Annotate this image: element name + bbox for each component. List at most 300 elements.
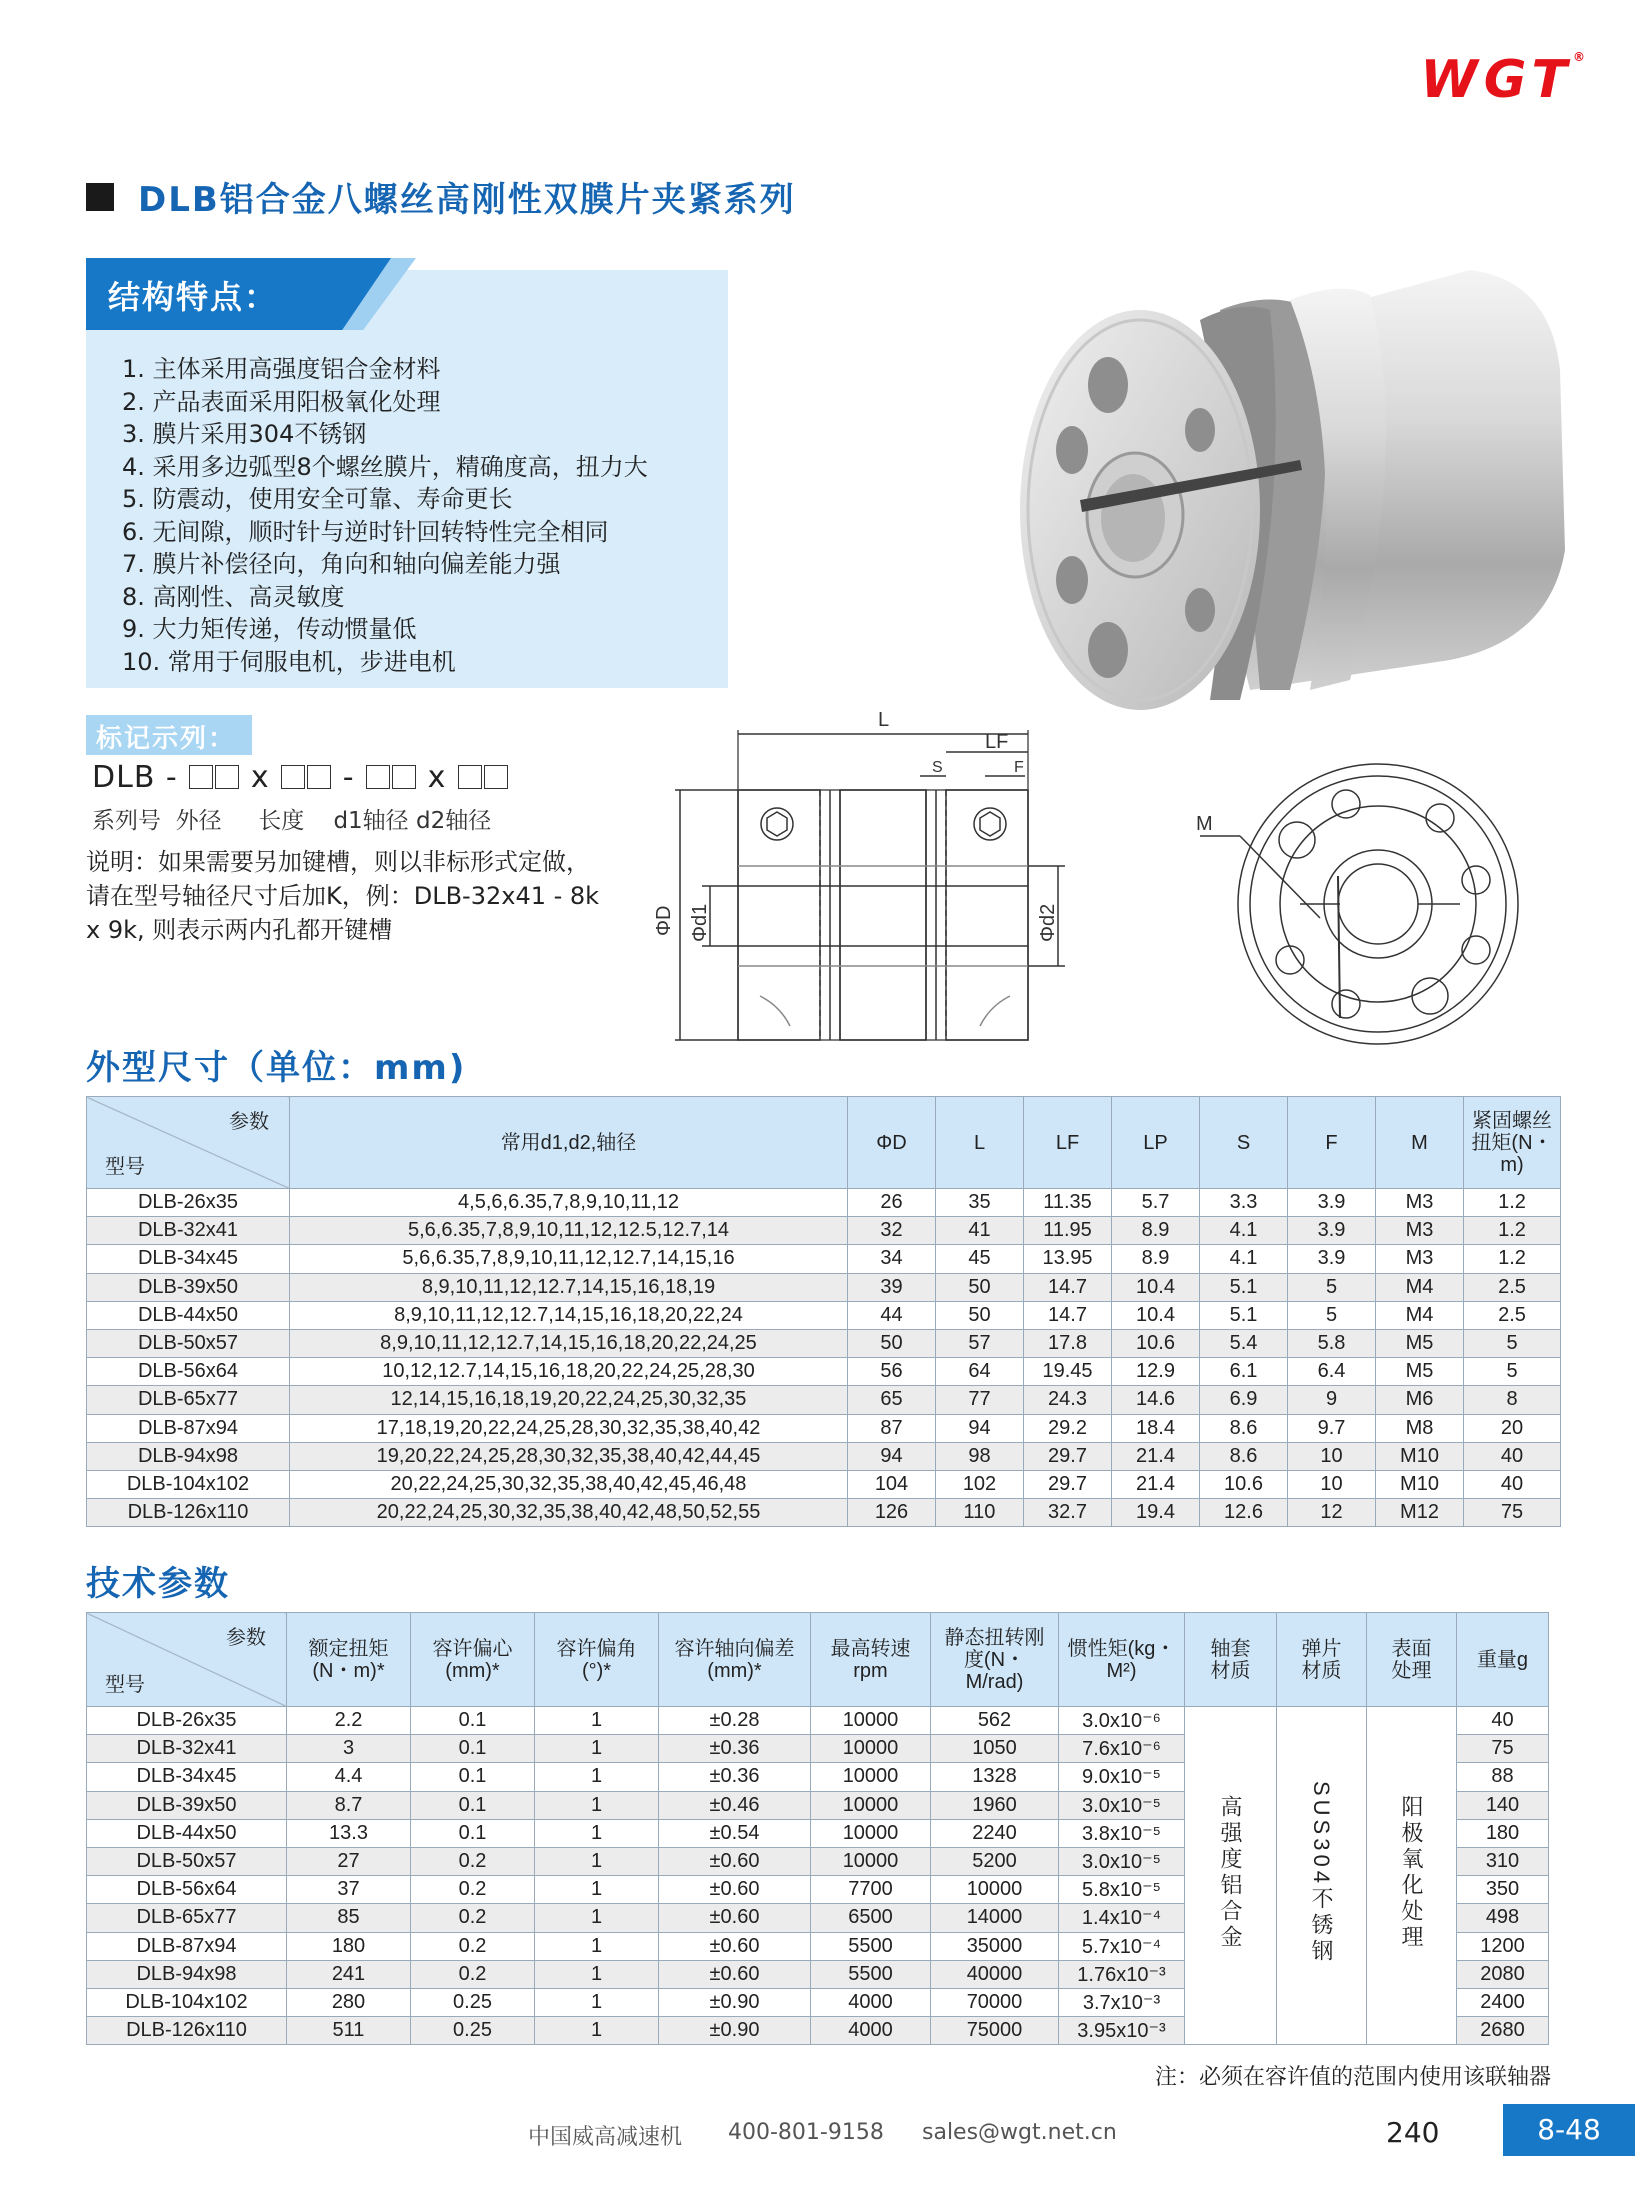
- dim-corner-top: 参数: [229, 1111, 269, 1133]
- tech-cell: 0.1: [411, 1791, 535, 1819]
- dim-cell: 5: [1288, 1273, 1376, 1301]
- dim-cell: 87: [848, 1414, 936, 1442]
- brand-name: WGT: [1420, 50, 1573, 110]
- coupling-product-image: [990, 250, 1590, 710]
- tech-cell: ±0.36: [659, 1763, 811, 1791]
- dim-cell: 32.7: [1024, 1499, 1112, 1527]
- marking-prefix: DLB -: [92, 760, 178, 795]
- tech-cell: ±0.60: [659, 1904, 811, 1932]
- dim-header: LP: [1112, 1097, 1200, 1189]
- model-cell: DLB-126x110: [87, 1499, 290, 1527]
- weight-cell: 498: [1457, 1904, 1549, 1932]
- dim-cell: 65: [848, 1386, 936, 1414]
- marking-x: x: [427, 760, 447, 795]
- model-cell: DLB-50x57: [87, 1847, 287, 1875]
- dimension-drawing: [640, 706, 1580, 1056]
- dim-cell: 8,9,10,11,12,12.7,14,15,16,18,20,22,24,25: [290, 1329, 848, 1357]
- tech-cell: 1: [535, 1932, 659, 1960]
- model-cell: DLB-26x35: [87, 1707, 287, 1735]
- marking-part-d2: d2轴径: [415, 808, 492, 834]
- dim-cell: 10,12,12.7,14,15,16,18,20,22,24,25,28,30: [290, 1358, 848, 1386]
- marking-code: [92, 760, 509, 795]
- model-cell: DLB-56x64: [87, 1876, 287, 1904]
- weight-cell: 350: [1457, 1876, 1549, 1904]
- dim-L-label: L: [878, 709, 890, 731]
- tech-header: 容许偏角(°)*: [535, 1613, 659, 1707]
- dim-cell: 110: [936, 1499, 1024, 1527]
- tech-cell: 10000: [811, 1763, 931, 1791]
- dim-cell: 19.45: [1024, 1358, 1112, 1386]
- sleeve-material-cell-text: 高强度铝合金: [1218, 1794, 1243, 1951]
- marking-part-diameter: 外径: [175, 808, 222, 834]
- feature-item: 1. 主体采用高强度铝合金材料: [122, 355, 441, 383]
- dim-cell: 5.1: [1200, 1273, 1288, 1301]
- tech-cell: 85: [287, 1904, 411, 1932]
- dim-cell: 5.4: [1200, 1329, 1288, 1357]
- tech-cell: 0.25: [411, 1988, 535, 2016]
- weight-cell: 2680: [1457, 2017, 1549, 2045]
- dim-cell: 19,20,22,24,25,28,30,32,35,38,40,42,44,45: [290, 1442, 848, 1470]
- dim-cell: M8: [1376, 1414, 1464, 1442]
- dim-cell: 104: [848, 1470, 936, 1498]
- dim-cell: 8.9: [1112, 1217, 1200, 1245]
- tech-cell: 1: [535, 2017, 659, 2045]
- dim-cell: 5,6,6.35,7,8,9,10,11,12,12.5,12.7,14: [290, 1217, 848, 1245]
- tech-cell: 0.25: [411, 2017, 535, 2045]
- tech-cell: ±0.36: [659, 1735, 811, 1763]
- feature-item: 8. 高刚性、高灵敏度: [122, 582, 345, 611]
- tech-table: [86, 1612, 1549, 2045]
- title-square-icon: [86, 183, 114, 211]
- footer-phone: 400-801-9158: [728, 2120, 884, 2145]
- dim-cell: 17.8: [1024, 1329, 1112, 1357]
- dim-cell: 6.4: [1288, 1358, 1376, 1386]
- dim-cell: 17,18,19,20,22,24,25,28,30,32,35,38,40,42: [290, 1414, 848, 1442]
- weight-cell: 1200: [1457, 1932, 1549, 1960]
- dim-cell: 10: [1288, 1470, 1376, 1498]
- tech-header: 弹片材质: [1277, 1613, 1367, 1707]
- tech-cell: 1: [535, 1735, 659, 1763]
- dim-corner-header: [87, 1097, 290, 1189]
- dim-cell: 10.4: [1112, 1301, 1200, 1329]
- dim-cell: 3.9: [1288, 1245, 1376, 1273]
- model-cell: DLB-104x102: [87, 1988, 287, 2016]
- model-cell: DLB-65x77: [87, 1386, 290, 1414]
- tech-cell: 7.6x10⁻⁶: [1059, 1735, 1185, 1763]
- section-number: 8-48: [1503, 2104, 1635, 2156]
- dim-header: M: [1376, 1097, 1464, 1189]
- dim-cell: 1.2: [1464, 1217, 1561, 1245]
- tech-cell: 1: [535, 1707, 659, 1735]
- tech-cell: 5.7x10⁻⁴: [1059, 1932, 1185, 1960]
- tech-cell: 35000: [931, 1932, 1059, 1960]
- dim-cell: 8.6: [1200, 1414, 1288, 1442]
- tech-cell: 0.2: [411, 1904, 535, 1932]
- dim-cell: M5: [1376, 1329, 1464, 1357]
- dim-cell: 9.7: [1288, 1414, 1376, 1442]
- tech-cell: ±0.60: [659, 1932, 811, 1960]
- tech-cell: 2.2: [287, 1707, 411, 1735]
- dim-cell: 21.4: [1112, 1442, 1200, 1470]
- dim-table: [86, 1096, 1561, 1527]
- model-cell: DLB-56x64: [87, 1358, 290, 1386]
- tech-cell: 3.95x10⁻³: [1059, 2017, 1185, 2045]
- dim-cell: M4: [1376, 1273, 1464, 1301]
- tech-cell: 4000: [811, 2017, 931, 2045]
- model-cell: DLB-50x57: [87, 1329, 290, 1357]
- tech-cell: 9.0x10⁻⁵: [1059, 1763, 1185, 1791]
- dim-d1-label: Φd1: [689, 903, 711, 942]
- tech-cell: 2240: [931, 1819, 1059, 1847]
- dim-cell: M3: [1376, 1217, 1464, 1245]
- dim-cell: 8,9,10,11,12,12.7,14,15,16,18,20,22,24: [290, 1301, 848, 1329]
- dim-cell: 1.2: [1464, 1189, 1561, 1217]
- page-number: 240: [1386, 2116, 1440, 2149]
- dim-cell: M10: [1376, 1442, 1464, 1470]
- dim-cell: M6: [1376, 1386, 1464, 1414]
- tech-cell: 1: [535, 1791, 659, 1819]
- tech-cell: 14000: [931, 1904, 1059, 1932]
- dim-cell: 2.5: [1464, 1273, 1561, 1301]
- tech-cell: 13.3: [287, 1819, 411, 1847]
- dim-table-row: [87, 1499, 1561, 1527]
- dim-cell: 14.7: [1024, 1273, 1112, 1301]
- dim-cell: 12.9: [1112, 1358, 1200, 1386]
- dim-cell: 19.4: [1112, 1499, 1200, 1527]
- marking-parts: [92, 802, 491, 835]
- tech-cell: 5500: [811, 1932, 931, 1960]
- tech-cell: 4000: [811, 1988, 931, 2016]
- dim-cell: 5: [1464, 1358, 1561, 1386]
- feature-item: 4. 采用多边弧型8个螺丝膜片，精确度高，扭力大: [122, 452, 648, 481]
- box-icon: [458, 765, 482, 789]
- dim-table-row: [87, 1329, 1561, 1357]
- footer-company: 中国威高减速机: [528, 2125, 683, 2150]
- feature-item: 3. 膜片采用304不锈钢: [122, 420, 367, 448]
- surface-treatment-cell-text: 阳极氧化处理: [1399, 1794, 1424, 1951]
- dim-cell: 39: [848, 1273, 936, 1301]
- spring-material-cell-text: SUS304不锈钢: [1309, 1780, 1334, 1965]
- dim-S-label: S: [932, 759, 943, 776]
- dim-cell: 5.7: [1112, 1189, 1200, 1217]
- tech-header: 静态扭转刚度(N・M/rad): [931, 1613, 1059, 1707]
- box-icon: [281, 765, 305, 789]
- dim-cell: 10: [1288, 1442, 1376, 1470]
- model-cell: DLB-65x77: [87, 1904, 287, 1932]
- weight-cell: 180: [1457, 1819, 1549, 1847]
- tech-cell: 7700: [811, 1876, 931, 1904]
- model-cell: DLB-39x50: [87, 1273, 290, 1301]
- tech-cell: ±0.28: [659, 1707, 811, 1735]
- dim-cell: 32: [848, 1217, 936, 1245]
- dim-cell: 4.1: [1200, 1217, 1288, 1245]
- model-cell: DLB-104x102: [87, 1470, 290, 1498]
- dim-cell: 41: [936, 1217, 1024, 1245]
- model-cell: DLB-94x98: [87, 1960, 287, 1988]
- dim-cell: 3.9: [1288, 1189, 1376, 1217]
- dim-cell: 8.6: [1200, 1442, 1288, 1470]
- tech-table-row: [87, 1707, 1549, 1735]
- dim-cell: 13.95: [1024, 1245, 1112, 1273]
- dim-cell: 18.4: [1112, 1414, 1200, 1442]
- dim-cell: M3: [1376, 1245, 1464, 1273]
- marking-part-series: 系列号: [92, 808, 161, 834]
- dim-header: 紧固螺丝扭矩(N・m): [1464, 1097, 1561, 1189]
- weight-cell: 88: [1457, 1763, 1549, 1791]
- dim-cell: 11.95: [1024, 1217, 1112, 1245]
- dim-header: 常用d1,d2,轴径: [290, 1097, 848, 1189]
- tech-cell: 3: [287, 1735, 411, 1763]
- tech-cell: 1: [535, 1904, 659, 1932]
- tech-cell: 75000: [931, 2017, 1059, 2045]
- feature-item: 7. 膜片补偿径向，角向和轴向偏差能力强: [122, 550, 561, 578]
- tech-cell: 0.1: [411, 1763, 535, 1791]
- marking-part-d1: d1轴径: [333, 808, 409, 834]
- tech-cell: 5500: [811, 1960, 931, 1988]
- dim-header: S: [1200, 1097, 1288, 1189]
- surface-treatment-cell: [1367, 1707, 1457, 2045]
- tech-cell: 511: [287, 2017, 411, 2045]
- weight-cell: 310: [1457, 1847, 1549, 1875]
- dim-header: F: [1288, 1097, 1376, 1189]
- tech-cell: ±0.54: [659, 1819, 811, 1847]
- dim-table-row: [87, 1245, 1561, 1273]
- feature-item: 10. 常用于伺服电机，步进电机: [122, 647, 456, 676]
- model-cell: DLB-32x41: [87, 1735, 287, 1763]
- tech-cell: 8.7: [287, 1791, 411, 1819]
- tech-cell: 10000: [811, 1735, 931, 1763]
- tech-cell: 5.8x10⁻⁵: [1059, 1876, 1185, 1904]
- tech-cell: 3.0x10⁻⁶: [1059, 1707, 1185, 1735]
- tech-cell: 0.1: [411, 1735, 535, 1763]
- model-cell: DLB-94x98: [87, 1442, 290, 1470]
- brand-logo: [1420, 50, 1585, 110]
- weight-cell: 2080: [1457, 1960, 1549, 1988]
- dim-table-row: [87, 1358, 1561, 1386]
- tech-cell: 280: [287, 1988, 411, 2016]
- tech-header: 容许偏心(mm)*: [411, 1613, 535, 1707]
- dim-cell: 8: [1464, 1386, 1561, 1414]
- dim-cell: 8.9: [1112, 1245, 1200, 1273]
- dim-cell: 94: [848, 1442, 936, 1470]
- tech-cell: 1: [535, 1763, 659, 1791]
- dim-cell: 5: [1288, 1301, 1376, 1329]
- dim-cell: 40: [1464, 1470, 1561, 1498]
- dim-cell: 34: [848, 1245, 936, 1273]
- model-cell: DLB-126x110: [87, 2017, 287, 2045]
- feature-item: 5. 防震动，使用安全可靠、寿命更长: [122, 485, 513, 513]
- dim-cell: 45: [936, 1245, 1024, 1273]
- dim-M-label: M: [1196, 813, 1213, 835]
- dim-cell: 126: [848, 1499, 936, 1527]
- dim-cell: 102: [936, 1470, 1024, 1498]
- tech-cell: 3.8x10⁻⁵: [1059, 1819, 1185, 1847]
- tech-cell: 241: [287, 1960, 411, 1988]
- dim-cell: M5: [1376, 1358, 1464, 1386]
- tech-cell: 1: [535, 1847, 659, 1875]
- weight-cell: 2400: [1457, 1988, 1549, 2016]
- dim-table-row: [87, 1301, 1561, 1329]
- tech-corner-header: [87, 1613, 287, 1707]
- tech-cell: 1: [535, 1819, 659, 1847]
- dim-table-row: [87, 1442, 1561, 1470]
- dim-cell: 29.2: [1024, 1414, 1112, 1442]
- tech-cell: 70000: [931, 1988, 1059, 2016]
- dim-cell: 77: [936, 1386, 1024, 1414]
- dim-header: L: [936, 1097, 1024, 1189]
- tech-cell: 1: [535, 1960, 659, 1988]
- features-heading: 结构特点：: [108, 278, 279, 316]
- dim-cell: 6.9: [1200, 1386, 1288, 1414]
- tech-cell: 3.0x10⁻⁵: [1059, 1791, 1185, 1819]
- dim-cell: 11.35: [1024, 1189, 1112, 1217]
- box-icon: [484, 765, 508, 789]
- dim-cell: 9: [1288, 1386, 1376, 1414]
- model-cell: DLB-87x94: [87, 1414, 290, 1442]
- tech-table-heading: 技术参数: [86, 1564, 230, 1604]
- tech-cell: 0.2: [411, 1847, 535, 1875]
- dim-cell: 4.1: [1200, 1245, 1288, 1273]
- dim-cell: 12.6: [1200, 1499, 1288, 1527]
- dim-cell: M10: [1376, 1470, 1464, 1498]
- tech-header: 惯性矩(kg・M²): [1059, 1613, 1185, 1707]
- tech-cell: 180: [287, 1932, 411, 1960]
- model-cell: DLB-34x45: [87, 1245, 290, 1273]
- tech-cell: 10000: [931, 1876, 1059, 1904]
- dim-cell: 3.3: [1200, 1189, 1288, 1217]
- tech-cell: 1328: [931, 1763, 1059, 1791]
- dim-table-row: [87, 1414, 1561, 1442]
- tech-cell: 562: [931, 1707, 1059, 1735]
- tech-cell: 0.1: [411, 1707, 535, 1735]
- model-cell: DLB-39x50: [87, 1791, 287, 1819]
- marking-part-length: 长度: [258, 808, 305, 834]
- tech-cell: 37: [287, 1876, 411, 1904]
- sleeve-material-cell: [1185, 1707, 1277, 2045]
- tech-cell: 10000: [811, 1847, 931, 1875]
- tech-header: 表面处理: [1367, 1613, 1457, 1707]
- tech-cell: ±0.60: [659, 1876, 811, 1904]
- weight-cell: 40: [1457, 1707, 1549, 1735]
- features-list: [122, 353, 648, 678]
- dim-header: ΦD: [848, 1097, 936, 1189]
- footer-note: 注：必须在容许值的范围内使用该联轴器: [1154, 2065, 1551, 2090]
- model-cell: DLB-32x41: [87, 1217, 290, 1245]
- tech-header: 容许轴向偏差(mm)*: [659, 1613, 811, 1707]
- tech-cell: 3.7x10⁻³: [1059, 1988, 1185, 2016]
- tech-cell: ±0.60: [659, 1847, 811, 1875]
- marking-x: x: [250, 760, 270, 795]
- dim-cell: 14.6: [1112, 1386, 1200, 1414]
- dim-cell: 56: [848, 1358, 936, 1386]
- dim-cell: 35: [936, 1189, 1024, 1217]
- dim-cell: 20,22,24,25,30,32,35,38,40,42,45,46,48: [290, 1470, 848, 1498]
- dim-header: LF: [1024, 1097, 1112, 1189]
- footer-email[interactable]: sales@wgt.net.cn: [922, 2120, 1117, 2145]
- dim-d2-label: Φd2: [1037, 903, 1059, 942]
- tech-cell: 1: [535, 1876, 659, 1904]
- dim-table-row: [87, 1189, 1561, 1217]
- dim-cell: 75: [1464, 1499, 1561, 1527]
- tech-cell: 1.4x10⁻⁴: [1059, 1904, 1185, 1932]
- dim-cell: 12: [1288, 1499, 1376, 1527]
- tech-cell: 6500: [811, 1904, 931, 1932]
- tech-cell: 3.0x10⁻⁵: [1059, 1847, 1185, 1875]
- dim-cell: 20,22,24,25,30,32,35,38,40,42,48,50,52,55: [290, 1499, 848, 1527]
- tech-cell: 0.2: [411, 1876, 535, 1904]
- tech-cell: 0.1: [411, 1819, 535, 1847]
- box-icon: [366, 765, 390, 789]
- dim-cell: 29.7: [1024, 1470, 1112, 1498]
- dim-cell: 12,14,15,16,18,19,20,22,24,25,30,32,35: [290, 1386, 848, 1414]
- dim-cell: 8,9,10,11,12,12.7,14,15,16,18,19: [290, 1273, 848, 1301]
- dim-cell: 44: [848, 1301, 936, 1329]
- model-cell: DLB-87x94: [87, 1932, 287, 1960]
- model-cell: DLB-44x50: [87, 1301, 290, 1329]
- dim-cell: 20: [1464, 1414, 1561, 1442]
- spring-material-cell: [1277, 1707, 1367, 2045]
- dim-D-label: ΦD: [653, 905, 675, 936]
- dim-cell: 98: [936, 1442, 1024, 1470]
- tech-cell: 1.76x10⁻³: [1059, 1960, 1185, 1988]
- dim-cell: 24.3: [1024, 1386, 1112, 1414]
- tech-header: 轴套材质: [1185, 1613, 1277, 1707]
- brand-registered-mark: ®: [1573, 50, 1585, 64]
- dim-cell: 94: [936, 1414, 1024, 1442]
- dim-cell: 4,5,6,6.35,7,8,9,10,11,12: [290, 1189, 848, 1217]
- tech-header: 最高转速rpm: [811, 1613, 931, 1707]
- tech-cell: 1960: [931, 1791, 1059, 1819]
- dim-cell: 57: [936, 1329, 1024, 1357]
- dim-cell: 10.6: [1200, 1470, 1288, 1498]
- tech-cell: 27: [287, 1847, 411, 1875]
- dim-cell: M12: [1376, 1499, 1464, 1527]
- dim-table-heading: 外型尺寸（单位：mm): [86, 1048, 467, 1088]
- dim-cell: 5.8: [1288, 1329, 1376, 1357]
- dim-cell: 29.7: [1024, 1442, 1112, 1470]
- dim-cell: 40: [1464, 1442, 1561, 1470]
- dim-corner-bottom: 型号: [105, 1156, 145, 1178]
- tech-cell: ±0.90: [659, 2017, 811, 2045]
- feature-item: 9. 大力矩传递，传动惯量低: [122, 615, 417, 643]
- dim-table-row: [87, 1470, 1561, 1498]
- dim-table-row: [87, 1273, 1561, 1301]
- dim-cell: 5.1: [1200, 1301, 1288, 1329]
- model-cell: DLB-34x45: [87, 1763, 287, 1791]
- dim-cell: 6.1: [1200, 1358, 1288, 1386]
- dim-cell: 50: [936, 1301, 1024, 1329]
- tech-cell: 4.4: [287, 1763, 411, 1791]
- tech-cell: 0.2: [411, 1960, 535, 1988]
- feature-item: 6. 无间隙，顺时针与逆时针回转特性完全相同: [122, 517, 609, 546]
- dim-cell: 50: [936, 1273, 1024, 1301]
- box-icon: [215, 765, 239, 789]
- dim-cell: 14.7: [1024, 1301, 1112, 1329]
- dim-cell: 3.9: [1288, 1217, 1376, 1245]
- weight-cell: 140: [1457, 1791, 1549, 1819]
- tech-header: 重量g: [1457, 1613, 1549, 1707]
- tech-corner-top: 参数: [226, 1627, 266, 1649]
- marking-dash: -: [342, 760, 355, 795]
- dim-LF-label: LF: [985, 731, 1009, 753]
- model-cell: DLB-26x35: [87, 1189, 290, 1217]
- marking-heading: 标记示列：: [96, 724, 237, 754]
- dim-cell: 10.4: [1112, 1273, 1200, 1301]
- box-icon: [307, 765, 331, 789]
- dim-cell: 2.5: [1464, 1301, 1561, 1329]
- feature-item: 2. 产品表面采用阳极氧化处理: [122, 387, 441, 416]
- tech-cell: 40000: [931, 1960, 1059, 1988]
